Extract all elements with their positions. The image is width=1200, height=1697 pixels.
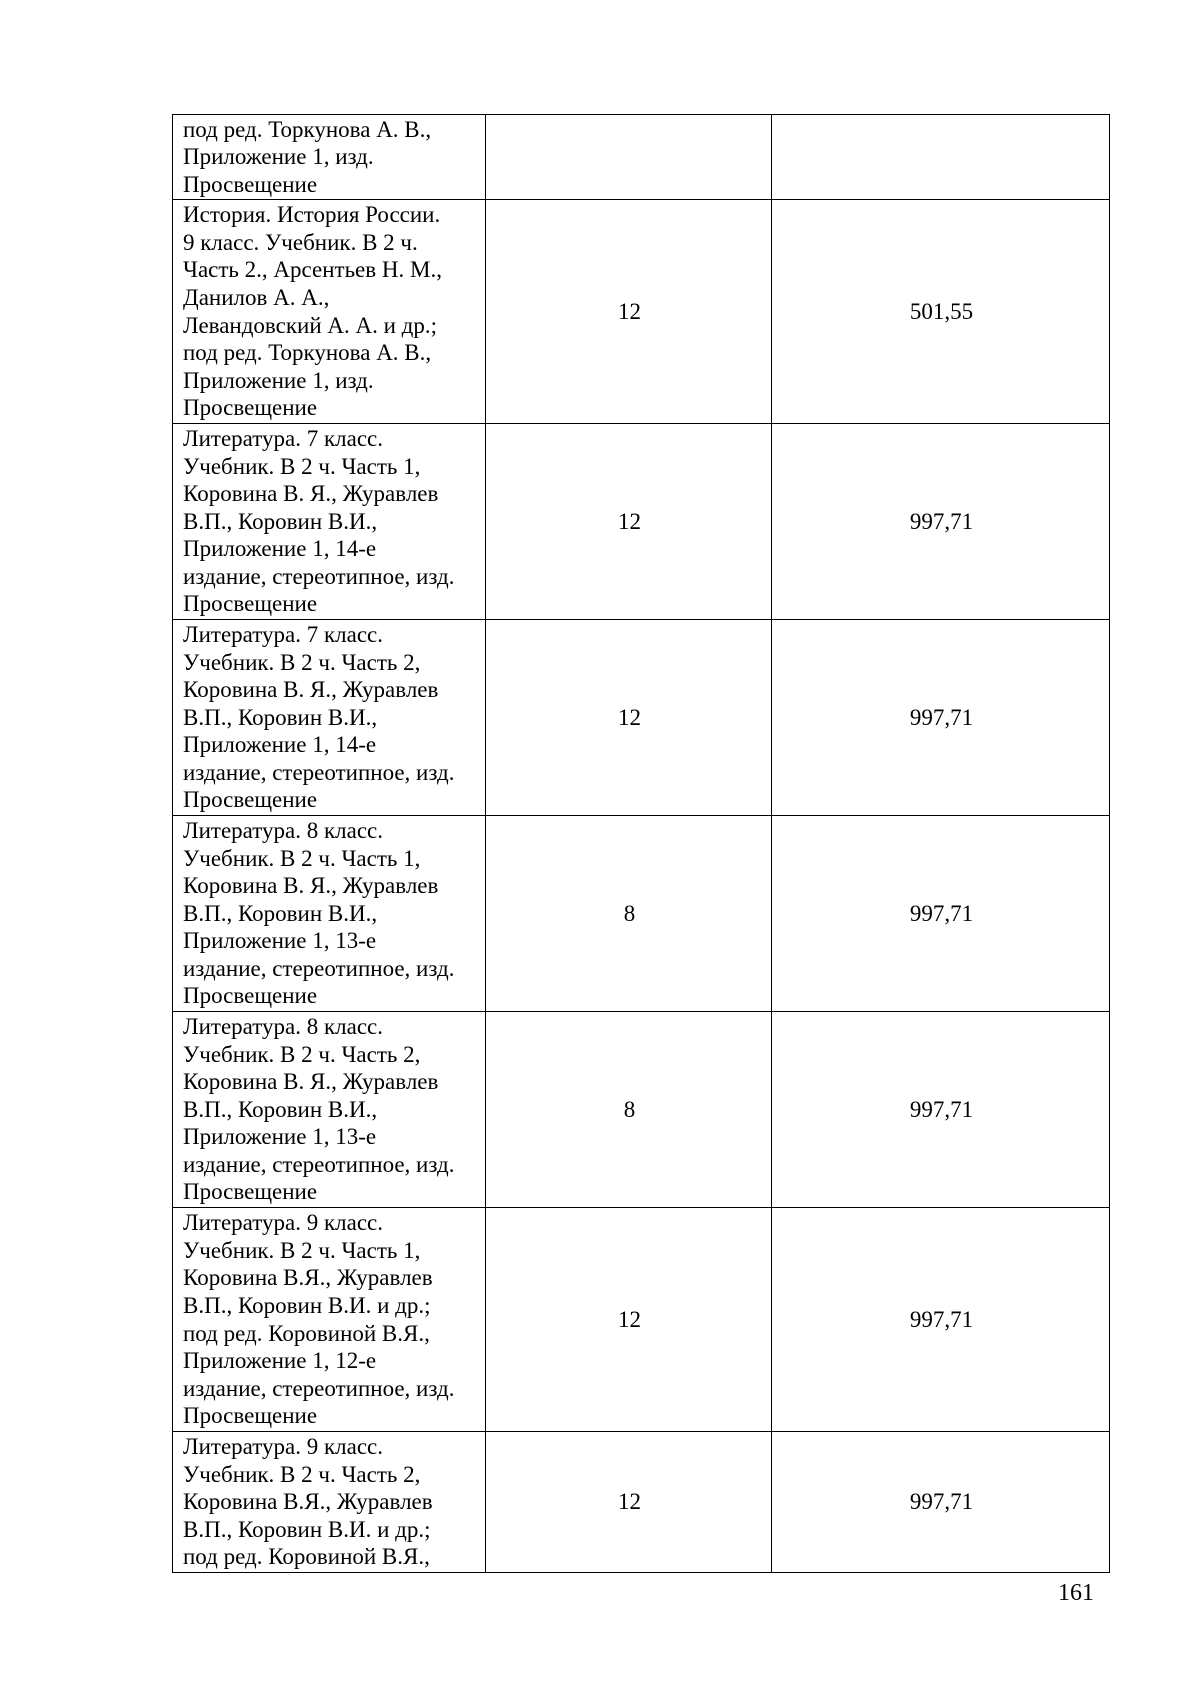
book-title-cell [173, 424, 486, 620]
book-title-line: под ред. Торкунова А. В., [183, 340, 432, 366]
price-cell: 501,55 [772, 200, 1110, 424]
book-title-line: В.П., Коровин В.И., [183, 508, 378, 534]
book-title-line: Просвещение [183, 983, 318, 1009]
book-title-line: издание, стереотипное, изд. [183, 1375, 455, 1401]
book-title-cell [173, 1432, 486, 1573]
book-title-line: под ред. Коровиной В.Я., [183, 1544, 430, 1570]
book-title-line: под ред. Торкунова А. В., [183, 116, 432, 142]
book-title-cell [173, 620, 486, 816]
book-title-line: Учебник. В 2 ч. Часть 1, [183, 845, 421, 871]
table-row [173, 200, 1110, 424]
quantity-cell: 8 [486, 816, 772, 1012]
table-row [173, 1208, 1110, 1432]
price-cell: 997,71 [772, 1208, 1110, 1432]
book-title-cell [173, 816, 486, 1012]
book-title-cell [173, 1208, 486, 1432]
book-title-line: Коровина В.Я., Журавлев [183, 1489, 433, 1515]
book-title-line: Учебник. В 2 ч. Часть 1, [183, 453, 421, 479]
quantity-cell: 12 [486, 200, 772, 424]
book-title-line: Просвещение [183, 1179, 318, 1205]
table-row [173, 816, 1110, 1012]
book-title-line: Просвещение [183, 1403, 318, 1429]
book-title-line: В.П., Коровин В.И. и др.; [183, 1516, 431, 1542]
book-title-line: Коровина В. Я., Журавлев [183, 481, 439, 507]
quantity-cell: 12 [486, 1208, 772, 1432]
book-title-line: Литература. 8 класс. [183, 817, 384, 843]
book-title-line: Приложение 1, 13-е [183, 928, 377, 954]
book-title-line: Литература. 7 класс. [183, 425, 384, 451]
book-title-line: издание, стереотипное, изд. [183, 563, 455, 589]
quantity-cell [486, 115, 772, 200]
price-cell: 997,71 [772, 1012, 1110, 1208]
book-title-line: Приложение 1, 12-е [183, 1348, 377, 1374]
book-title-line: Приложение 1, 14-е [183, 536, 377, 562]
book-title-line: Литература. 7 класс. [183, 621, 384, 647]
quantity-cell: 12 [486, 424, 772, 620]
book-title-line: Литература. 8 класс. [183, 1013, 384, 1039]
book-title-line: Литература. 9 класс. [183, 1210, 384, 1236]
book-title-line: Часть 2., Арсентьев Н. М., [183, 257, 442, 283]
book-title-line: Учебник. В 2 ч. Часть 1, [183, 1237, 421, 1263]
book-title-line: Просвещение [183, 787, 318, 813]
book-title-line: Литература. 9 класс. [183, 1434, 384, 1460]
price-cell: 997,71 [772, 424, 1110, 620]
table-row [173, 1012, 1110, 1208]
table-body [173, 115, 1110, 1573]
quantity-cell: 12 [486, 620, 772, 816]
table-row [173, 115, 1110, 200]
table-row [173, 424, 1110, 620]
book-title-line: Приложение 1, изд. [183, 144, 374, 170]
quantity-cell: 12 [486, 1432, 772, 1573]
book-title-line: под ред. Коровиной В.Я., [183, 1320, 430, 1346]
book-title-line: Приложение 1, 13-е [183, 1124, 377, 1150]
book-title-line: Коровина В. Я., Журавлев [183, 1069, 439, 1095]
book-title-line: В.П., Коровин В.И., [183, 704, 378, 730]
price-cell [772, 115, 1110, 200]
textbook-table [172, 114, 1110, 1573]
book-title-line: Данилов А. А., [183, 284, 330, 310]
book-title-line: Приложение 1, 14-е [183, 732, 377, 758]
book-title-line: Учебник. В 2 ч. Часть 2, [183, 649, 421, 675]
price-cell: 997,71 [772, 620, 1110, 816]
book-title-cell [173, 200, 486, 424]
book-title-line: В.П., Коровин В.И., [183, 1096, 378, 1122]
book-title-line: В.П., Коровин В.И., [183, 900, 378, 926]
page-number: 161 [1058, 1580, 1094, 1606]
book-title-line: Коровина В. Я., Журавлев [183, 677, 439, 703]
book-title-cell [173, 1012, 486, 1208]
book-title-line: Левандовский А. А. и др.; [183, 312, 438, 338]
book-title-line: История. История России. [183, 202, 441, 228]
book-title-line: издание, стереотипное, изд. [183, 955, 455, 981]
book-title-line: Коровина В. Я., Журавлев [183, 873, 439, 899]
book-title-line: Просвещение [183, 591, 318, 617]
table-row [173, 1432, 1110, 1573]
book-title-line: Приложение 1, изд. [183, 367, 374, 393]
book-title-cell [173, 115, 486, 200]
quantity-cell: 8 [486, 1012, 772, 1208]
price-cell: 997,71 [772, 1432, 1110, 1573]
book-title-line: Коровина В.Я., Журавлев [183, 1265, 433, 1291]
price-cell: 997,71 [772, 816, 1110, 1012]
book-title-line: издание, стереотипное, изд. [183, 1151, 455, 1177]
book-title-line: Просвещение [183, 171, 318, 197]
table-row [173, 620, 1110, 816]
book-title-line: издание, стереотипное, изд. [183, 759, 455, 785]
book-title-line: В.П., Коровин В.И. и др.; [183, 1292, 431, 1318]
book-title-line: Учебник. В 2 ч. Часть 2, [183, 1041, 421, 1067]
book-title-line: Учебник. В 2 ч. Часть 2, [183, 1461, 421, 1487]
book-title-line: 9 класс. Учебник. В 2 ч. [183, 229, 418, 255]
book-title-line: Просвещение [183, 395, 318, 421]
